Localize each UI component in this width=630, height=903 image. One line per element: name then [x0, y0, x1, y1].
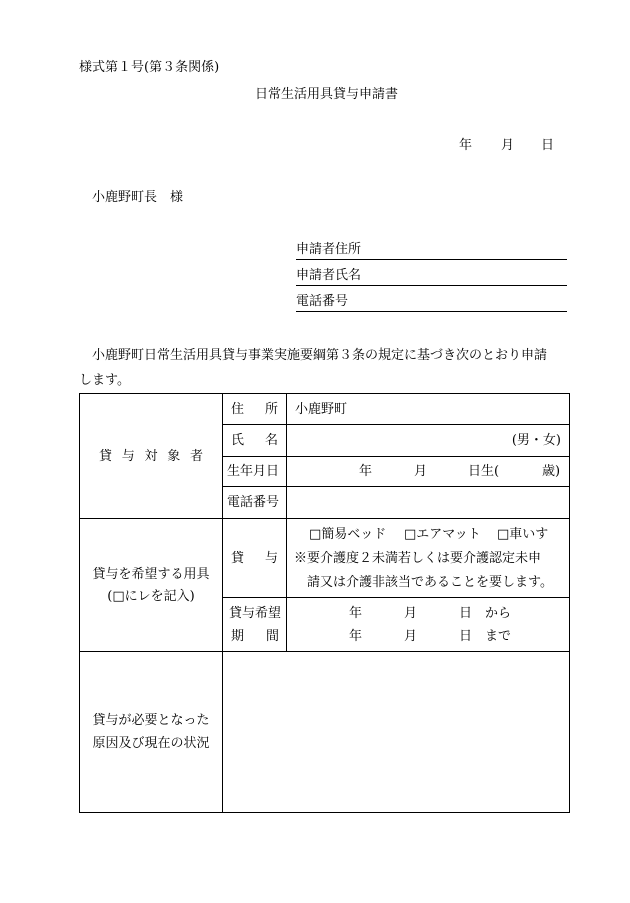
period-field[interactable]	[287, 598, 570, 652]
reason-label	[80, 652, 223, 813]
target-label-char: 貸	[99, 448, 113, 464]
birth-label-text: 生年月日	[227, 464, 280, 479]
option-airmat-checkbox[interactable]: □エアマット	[404, 527, 481, 542]
period-to-day: 日	[459, 629, 473, 644]
birth-month-label: 月	[414, 463, 428, 479]
target-name-label	[223, 425, 287, 457]
body-text-line2: します。	[79, 373, 130, 388]
date-year-label: 年	[459, 138, 473, 153]
target-birth-label	[223, 457, 287, 487]
target-label-char: 者	[189, 448, 203, 464]
date-month-label: 月	[501, 138, 515, 153]
period-to-suffix: まで	[485, 629, 512, 644]
phone-label-text: 電話番号	[227, 495, 280, 510]
period-from-year: 年	[349, 606, 363, 621]
applicant-phone-line[interactable]	[296, 311, 567, 312]
applicant-name-label: 申請者氏名	[296, 268, 362, 283]
option-wheelchair-checkbox[interactable]: □車いす	[497, 527, 549, 542]
target-label-char: 与	[121, 448, 135, 464]
body-text-line1: 小鹿野町日常生活用具貸与事業実施要綱第３条の規定に基づき次のとおり申請	[92, 348, 548, 363]
rental-label	[223, 519, 287, 598]
label-char: 所	[264, 401, 278, 417]
applicant-name-line[interactable]	[296, 285, 567, 286]
age-label: 歳)	[542, 463, 561, 479]
target-phone-label	[223, 487, 287, 519]
target-label-char: 対	[144, 448, 158, 464]
target-address-label	[223, 394, 287, 425]
label-char: 名	[264, 433, 278, 448]
target-phone-field[interactable]	[287, 487, 570, 519]
period-to-month: 月	[404, 629, 418, 644]
applicant-address-label: 申請者住所	[296, 242, 362, 257]
target-address-value: 小鹿野町	[295, 401, 348, 417]
rental-note-line1: ※要介護度２未満若しくは要介護認定未申	[294, 551, 542, 566]
reason-label-line2: 原因及び現在の状況	[92, 736, 210, 751]
applicant-phone-label: 電話番号	[296, 294, 349, 309]
target-address-field[interactable]	[287, 394, 570, 425]
period-from-day: 日	[459, 606, 473, 621]
target-label-char: 象	[167, 448, 181, 464]
equipment-note-text: (□にレを記入)	[107, 588, 195, 604]
application-table	[79, 393, 570, 813]
target-birth-field[interactable]	[287, 457, 570, 487]
rental-note-line2: 請又は介護非該当であることを要します。	[307, 575, 553, 590]
label-char: 貸	[231, 550, 245, 566]
label-char: 期	[231, 629, 245, 644]
birth-day-label: 日生(	[468, 463, 500, 479]
applicant-address-line[interactable]	[296, 259, 567, 260]
label-char: 与	[264, 550, 278, 566]
form-number: 様式第１号(第３条関係)	[79, 60, 220, 75]
equipment-label-text: 貸与を希望する用具	[92, 566, 210, 582]
period-from-month: 月	[404, 606, 418, 621]
addressee: 小鹿野町長 様	[92, 190, 184, 205]
gender-select[interactable]: (男・女)	[511, 433, 561, 448]
birth-year-label: 年	[359, 463, 373, 479]
period-label-text: 貸与希望	[229, 606, 282, 621]
target-section-label	[80, 394, 223, 519]
target-name-field[interactable]	[287, 425, 570, 457]
equipment-section-label	[80, 519, 223, 652]
label-char: 氏	[231, 433, 245, 448]
label-char: 住	[231, 401, 245, 417]
period-label	[223, 598, 287, 652]
period-to-year: 年	[349, 629, 363, 644]
rental-options-cell	[287, 519, 570, 598]
option-bed-checkbox[interactable]: □簡易ベッド	[309, 527, 387, 542]
reason-field[interactable]	[223, 652, 570, 813]
form-title: 日常生活用具貸与申請書	[255, 87, 399, 102]
period-from-suffix: から	[485, 606, 512, 621]
date-day-label: 日	[541, 138, 555, 153]
label-char: 間	[266, 629, 280, 644]
reason-label-line1: 貸与が必要となった	[92, 713, 210, 728]
